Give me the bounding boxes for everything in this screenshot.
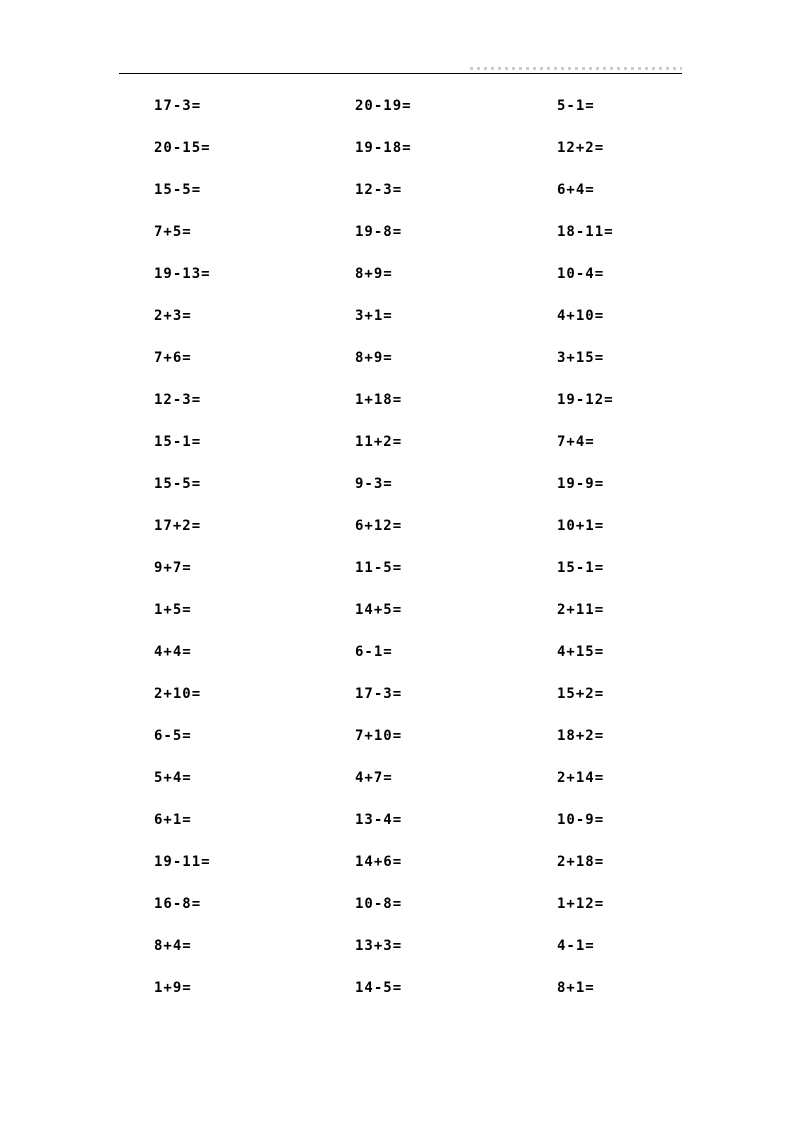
math-problem: 14+6= [355,854,403,870]
math-problem: 7+4= [557,434,595,450]
math-problem: 19-8= [355,224,403,240]
problem-row [0,848,800,890]
math-problem: 13+3= [355,938,403,954]
problem-row [0,428,800,470]
math-problem: 13-4= [355,812,403,828]
math-problem: 6-1= [355,644,393,660]
math-problem: 20-15= [154,140,211,156]
math-problem: 6+12= [355,518,403,534]
math-problem: 2+14= [557,770,605,786]
math-problem: 10-8= [355,896,403,912]
math-problem: 9+7= [154,560,192,576]
math-problem: 14-5= [355,980,403,996]
problem-row [0,344,800,386]
math-problem: 2+11= [557,602,605,618]
math-problem: 9-3= [355,476,393,492]
problem-row [0,974,800,1016]
problem-row [0,218,800,260]
math-problem: 19-11= [154,854,211,870]
math-problem: 17-3= [355,686,403,702]
problem-row [0,680,800,722]
math-problem: 6+4= [557,182,595,198]
math-problem: 3+1= [355,308,393,324]
math-problem: 2+3= [154,308,192,324]
math-problem: 12-3= [355,182,403,198]
header-rule [119,73,682,74]
math-problem: 8+9= [355,350,393,366]
math-problem: 8+9= [355,266,393,282]
math-problem: 12-3= [154,392,202,408]
math-problem: 17-3= [154,98,202,114]
math-problem: 7+5= [154,224,192,240]
math-problem: 7+10= [355,728,403,744]
problem-row [0,470,800,512]
problem-row [0,764,800,806]
problem-row [0,806,800,848]
math-problem: 3+15= [557,350,605,366]
math-problem: 17+2= [154,518,202,534]
math-problem: 11-5= [355,560,403,576]
problem-row [0,134,800,176]
math-problem: 15-1= [154,434,202,450]
problem-row [0,890,800,932]
math-problem: 4+10= [557,308,605,324]
math-problem: 20-19= [355,98,412,114]
math-problem: 15-1= [557,560,605,576]
math-problem: 4+7= [355,770,393,786]
math-problem: 10+1= [557,518,605,534]
problem-row [0,512,800,554]
problem-row [0,302,800,344]
math-problem: 10-4= [557,266,605,282]
problem-row [0,554,800,596]
math-problem: 2+18= [557,854,605,870]
math-problem: 18+2= [557,728,605,744]
math-problem: 4+15= [557,644,605,660]
math-problem: 4-1= [557,938,595,954]
math-problem: 18-11= [557,224,614,240]
problem-grid [0,92,800,1016]
math-problem: 19-13= [154,266,211,282]
math-problem: 19-9= [557,476,605,492]
math-problem: 1+12= [557,896,605,912]
math-problem: 6-5= [154,728,192,744]
math-problem: 14+5= [355,602,403,618]
math-problem: 19-12= [557,392,614,408]
problem-row [0,260,800,302]
math-problem: 19-18= [355,140,412,156]
math-problem: 16-8= [154,896,202,912]
math-problem: 7+6= [154,350,192,366]
problem-row [0,638,800,680]
math-problem: 15-5= [154,476,202,492]
math-problem: 1+18= [355,392,403,408]
problem-row [0,92,800,134]
math-problem: 5-1= [557,98,595,114]
problem-row [0,176,800,218]
math-problem: 1+5= [154,602,192,618]
math-problem: 1+9= [154,980,192,996]
problem-row [0,722,800,764]
problem-row [0,932,800,974]
math-problem: 10-9= [557,812,605,828]
math-problem: 15-5= [154,182,202,198]
math-problem: 6+1= [154,812,192,828]
math-problem: 8+4= [154,938,192,954]
problem-row [0,386,800,428]
math-problem: 15+2= [557,686,605,702]
math-problem: 8+1= [557,980,595,996]
math-problem: 2+10= [154,686,202,702]
header-faint-text [470,67,682,70]
math-problem: 5+4= [154,770,192,786]
math-problem: 11+2= [355,434,403,450]
math-problem: 4+4= [154,644,192,660]
math-problem: 12+2= [557,140,605,156]
problem-row [0,596,800,638]
